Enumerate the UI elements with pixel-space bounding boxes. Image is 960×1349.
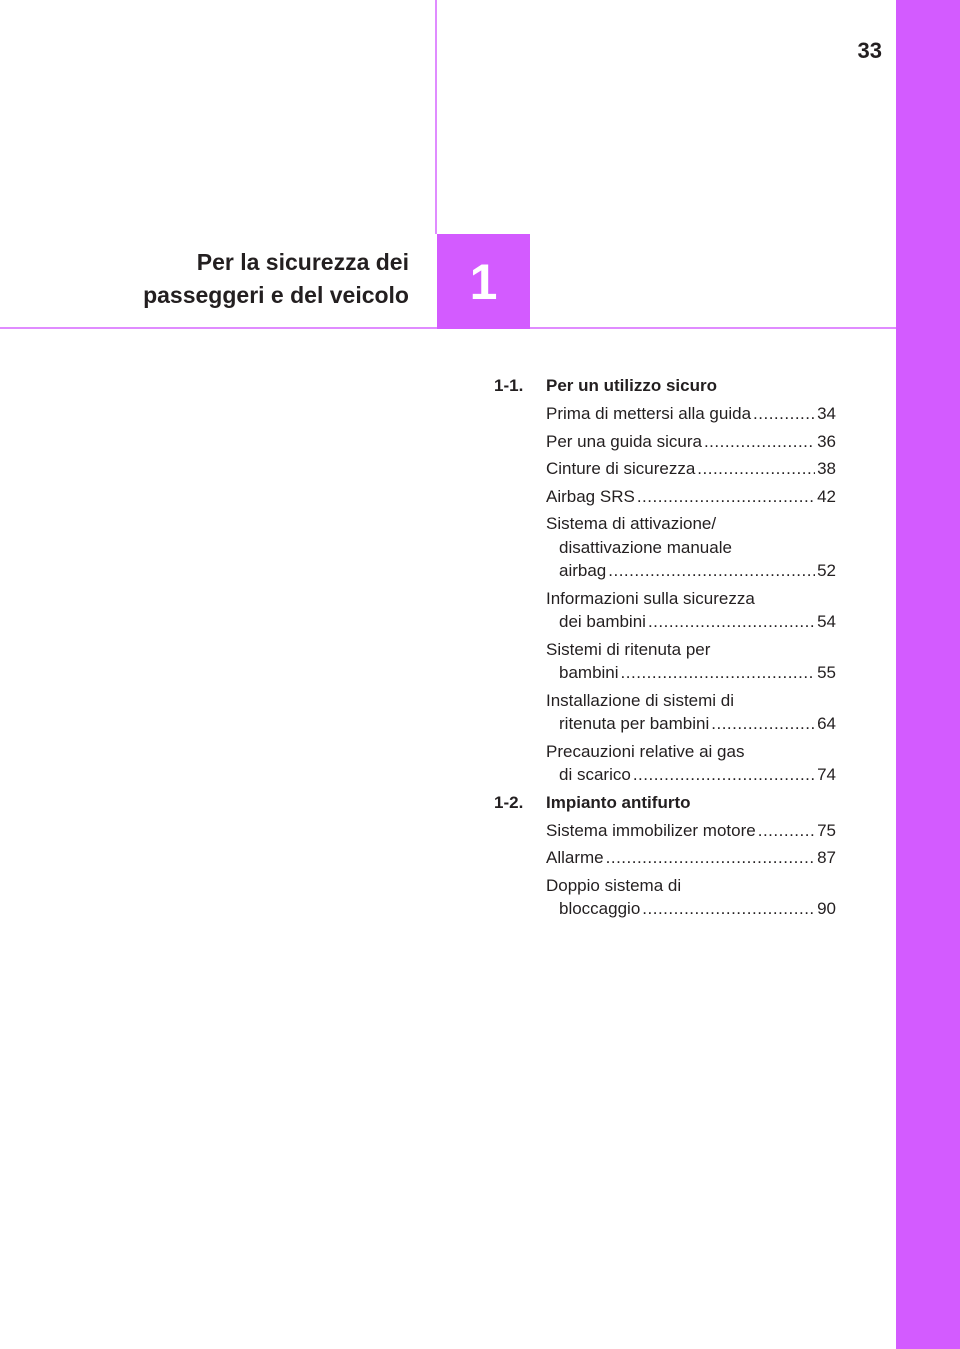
dot-leader	[637, 485, 815, 509]
entry-last-line	[546, 485, 836, 509]
entry-page-number: 54	[817, 612, 836, 631]
dot-leader	[704, 430, 815, 454]
toc-entry[interactable]	[546, 740, 836, 787]
toc-section	[494, 791, 836, 921]
entry-label: ritenuta per bambini	[559, 714, 710, 733]
dot-leader	[711, 712, 815, 736]
dot-leader	[648, 610, 815, 634]
section-entries	[546, 402, 836, 787]
page-number: 33	[857, 38, 882, 63]
toc-entry[interactable]	[546, 689, 836, 736]
dot-leader	[608, 559, 815, 583]
entry-last-line	[546, 819, 836, 843]
entry-label: bloccaggio	[559, 899, 641, 918]
entry-text-line: Installazione di sistemi di	[546, 690, 735, 710]
section-entries	[546, 819, 836, 921]
entry-page-number: 42	[817, 486, 836, 506]
entry-page-number: 34	[817, 404, 836, 423]
entry-text-line: Sistemi di ritenuta per	[546, 639, 711, 659]
chapter-number-tab: 1	[437, 234, 530, 329]
entry-last-line	[546, 559, 836, 583]
toc-entry[interactable]	[546, 874, 836, 921]
entry-page-number: 90	[817, 899, 836, 918]
toc-entry[interactable]	[546, 402, 836, 426]
toc-section	[494, 374, 836, 787]
entry-last-line	[546, 897, 836, 921]
section-title: Impianto antifurto	[546, 792, 691, 812]
entry-page-number: 36	[817, 431, 836, 451]
entry-last-line	[546, 661, 836, 685]
entry-label: dei bambini	[559, 612, 646, 631]
entry-page-number: 75	[817, 820, 836, 840]
toc-entry[interactable]	[546, 512, 836, 583]
toc-entry[interactable]	[546, 430, 836, 454]
entry-text-line: Informazioni sulla sicurezza	[546, 588, 755, 608]
vertical-rule	[435, 0, 437, 234]
entry-label: Allarme	[546, 848, 604, 867]
entry-label: Per una guida sicura	[546, 431, 702, 451]
toc-entry[interactable]	[546, 846, 836, 870]
entry-text-line: Sistema di attivazione/	[546, 514, 717, 533]
dot-leader	[606, 846, 815, 870]
entry-page-number: 52	[817, 561, 836, 580]
entry-page-number: 55	[817, 663, 836, 682]
entry-text-line: Doppio sistema di	[546, 875, 682, 895]
entry-text-line: Precauzioni relative ai gas	[546, 741, 745, 761]
dot-leader	[621, 661, 816, 685]
section-title: Per un utilizzo sicuro	[546, 376, 717, 395]
toc-entry[interactable]	[546, 587, 836, 634]
entry-page-number: 64	[817, 714, 836, 733]
chapter-title	[49, 246, 409, 312]
toc-entry[interactable]	[546, 457, 836, 481]
entry-last-line	[546, 457, 836, 481]
entry-label: Airbag SRS	[546, 486, 635, 506]
entry-last-line	[546, 610, 836, 634]
section-heading	[494, 791, 836, 815]
toc-entry[interactable]	[546, 485, 836, 509]
entry-page-number: 87	[817, 848, 836, 867]
section-number: 1-2.	[494, 792, 524, 812]
entry-label: di scarico	[559, 765, 631, 784]
table-of-contents	[494, 374, 836, 925]
entry-label: Sistema immobilizer motore	[546, 820, 756, 840]
dot-leader	[753, 402, 815, 426]
dot-leader	[758, 819, 815, 843]
dot-leader	[633, 763, 815, 787]
entry-label: airbag	[559, 561, 607, 580]
entry-label: Cinture di sicurezza	[546, 459, 696, 478]
entry-text-line: disattivazione manuale	[559, 537, 732, 557]
entry-page-number: 38	[817, 459, 836, 478]
section-number: 1-1.	[494, 376, 524, 395]
dot-leader	[642, 897, 815, 921]
toc-entry[interactable]	[546, 638, 836, 685]
chapter-title-line2: passeggeri e del veicolo	[143, 282, 409, 308]
dot-leader	[697, 457, 815, 481]
entry-last-line	[546, 763, 836, 787]
entry-last-line	[546, 402, 836, 426]
chapter-title-line1: Per la sicurezza dei	[196, 249, 409, 275]
chapter-side-strip	[896, 0, 960, 1349]
section-heading	[494, 374, 836, 398]
entry-last-line	[546, 430, 836, 454]
toc-entry[interactable]	[546, 819, 836, 843]
entry-label: bambini	[559, 663, 619, 682]
entry-page-number: 74	[817, 765, 836, 784]
entry-last-line	[546, 846, 836, 870]
entry-last-line	[546, 712, 836, 736]
entry-label: Prima di mettersi alla guida	[546, 404, 752, 423]
